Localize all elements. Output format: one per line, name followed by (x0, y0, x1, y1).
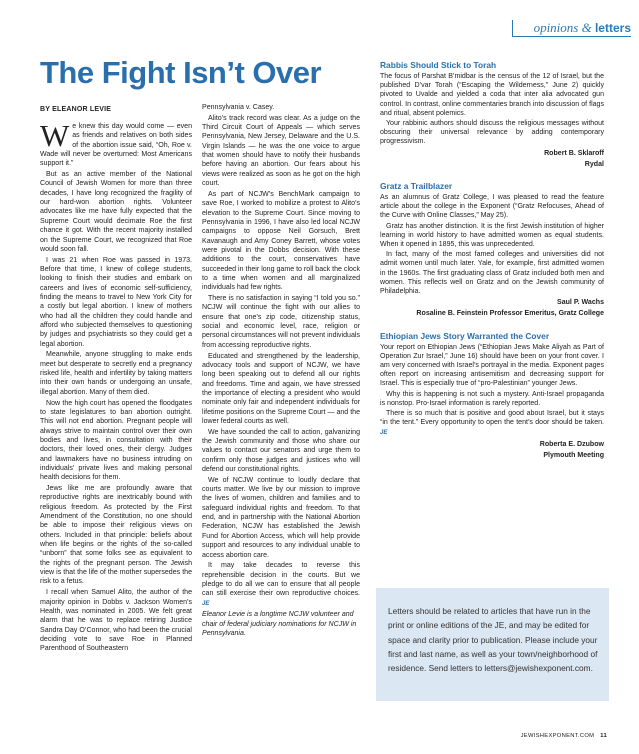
letters-policy-box (376, 588, 609, 701)
article-title: The Fight Isn’t Over (40, 55, 322, 90)
page-number: 11 (600, 733, 607, 739)
end-mark-icon: JE (202, 600, 210, 607)
header-rule (512, 36, 631, 37)
end-mark-icon: JE (380, 429, 388, 436)
article-paragraph: It may take decades to reverse this reprehensible decision in the courts. But we pledge to do all we can to ensure that all people can still exercise their own reproductive choices. JE (202, 562, 360, 607)
letter-location: Rosaline B. Feinstein Professor Emeritus, Gratz College (416, 310, 604, 318)
article-paragraph: Alito’s track record was clear. As a judge on the Third Circuit Court of Appeals — which serves Pennsylvania, New Jersey, Delaware and the U.S. Virgin Islands — he was the one voice to argue that women should have to notify their husbands before having an abortion. Our fears about his views were realized as soon as he got on the high court. (202, 114, 360, 188)
article-column-1 (40, 118, 192, 655)
section-label: opinions & (533, 20, 592, 35)
letter-item (380, 181, 604, 319)
article-paragraph: We knew this day would come — even as friends and relatives on both sides of the abortion issue said, “Oh, Roe v. Wade will never be overturned: Most Americans support it.” (40, 118, 192, 168)
letter-heading: Gratz a Trailblazer (380, 181, 453, 192)
article-paragraph: We have sounded the call to action, galvanizing the Jewish community and those who share our values to contact our senators and urge them to confirm only those judges and justices who will defend our constitutional rights. (202, 428, 360, 474)
article-paragraph: Jews like me are profoundly aware that reproductive rights are inextricably bound with religious freedom. As protected by the First Amendment of the Constitution, no one should be able to impose their religious views on others. Included in that principle: beliefs about when life begins or the rights of the so-called “unborn” that some folks see as equivalent to the rights of the pregnant person. The Jewish view is that the life of the mother supersedes the risk to a fetus. (40, 485, 192, 586)
letter-item (380, 331, 604, 460)
letters-policy-text: Letters should be related to articles that have run in the print or online editions of the JE, and may be edited for space and clarity prior to publication. Please include your first and last name, as well as your town/neighborhood of residence. Send letters to letters@jewishexponent.com. (388, 606, 598, 674)
article-paragraph: Pennsylvania v. Casey. (202, 104, 275, 111)
article-paragraph: I was 21 when Roe was passed in 1973. Before that time, I knew of college students, looking to finish their studies and embark on careers and lives of economic self-sufficiency, finding the means to travel to New York City for a costly but legal abortion. I knew of mothers who had all the children they could handle and afford who subjected themselves to questioning by judges and psychiatrists so they could get a legal abortion. (40, 256, 192, 348)
letters-column (380, 60, 604, 469)
article-byline: BY ELEANOR LEVIE (40, 106, 112, 113)
drop-cap: W (40, 118, 70, 153)
article-paragraph: I recall when Samuel Alito, the author of the majority opinion in Dobbs v. Jackson Women’s Health, was nominated in 2005. We felt great alarm that he was to replace retiring Justice Sandra Day O’Connor, who had been the crucial deciding vote to save Roe in Planned Parenthood of Southeastern (40, 589, 192, 653)
article-column-2 (202, 103, 360, 640)
article-paragraph: As part of NCJW’s BenchMark campaign to save Roe, I worked to mobilize a protest to Alito’s elevation to the Supreme Court. Since moving to Pennsylvania in 1996, I have also led local NCJW campaigns to oppose Neil Gorsuch, Brett Kavanaugh and Amy Coney Barrett, whose votes were pivotal in the Dobbs decision. With these additions to the court, conservatives have succeeded in their long game to roll back the clock to a time when women and all marginalized individuals had few rights. (202, 190, 360, 292)
letter-item (380, 60, 604, 169)
letter-paragraph: As an alumnus of Gratz College, I was pleased to read the feature article about the college in the Exponent (“Gratz Refocuses, Ahead of the Curve with Online Classes,” May 25). (380, 194, 604, 220)
header-divider-tick (512, 20, 513, 37)
article-paragraph: Educated and strengthened by the leadership, advocacy tools and support of NCJW, we have long been speaking out to defend all our rights and freedoms. Time and again, we have stressed the importance of electing a president who would nominate only fair and independent individuals for lifetime positions on the Supreme Court — and the lower federal courts as well. (202, 352, 360, 425)
letter-paragraph: Gratz has another distinction. It is the first Jewish institution of higher learning in world history to have admitted women as equal students. When it opened in 1895, this was unprecedented. (380, 222, 604, 249)
letter-paragraph: In fact, many of the most famed colleges and universities did not admit women until much later. Yale, for example, first admitted women in the 1960s. The first graduating class of Gratz included both men and women. This reflects well on Gratz and on the Jewish community of Philadelphia. (380, 251, 604, 296)
letter-location: Rydal (584, 160, 604, 168)
article-paragraph: But as an active member of the National Council of Jewish Women for more than three decades, I have long recognized the fragility of our hard-won abortion rights. Volunteer advocates like me have fully expected that the Supreme Court would decimate Roe the first chance it got. With the recent majority installed on the Supreme Court, we recognized that Roe would soon fall. (40, 171, 192, 253)
letter-heading: Ethiopian Jews Story Warranted the Cover (380, 330, 550, 341)
article-paragraph: There is no satisfaction in saying “I told you so.” NCJW will continue the fight with our allies to ensure that one’s zip code, citizenship status, social and economic level, race, religion or personal circumstances will not prevent individuals from accessing reproductive rights. (202, 295, 360, 349)
letter-signer: Saul P. Wachs (557, 299, 604, 307)
letter-paragraph: The focus of Parshat B’midbar is the census of the 12 of Israel, but the published D’var Torah (“Escaping the Wilderness,” June 2) quickly pivoted to Uvalde and yielded a coda that inter alia advocated gun control. In contrast, online commentaries branch into discussion of flags and ritual, absent polemics. (380, 73, 604, 117)
footer-site: JEWISHEXPONENT.COM (520, 733, 595, 739)
article-paragraph: Now the high court has opened the floodgates to state legislatures to ban abortion outright. This will not end abortion. Pregnant people will always strive to maintain control over their own bodies and lives, in consultation with their doctors, their loved ones, their clergy. Judges and lawmakers have no business intruding on individuals’ private lives and making personal health decisions for them. (40, 399, 192, 482)
page-footer (521, 733, 607, 739)
author-bio: Eleanor Levie is a longtime NCJW volunteer and chair of federal judiciary nominations for NCJW in Pennsylvania. (202, 611, 357, 638)
letter-paragraph: There is so much that is positive and good about Israel, but it stays “in the tent.” Every opportunity to open the tent’s door should be taken. JE (380, 410, 604, 436)
letter-paragraph: Your report on Ethiopian Jews (“Ethiopian Jews Make Aliyah as Part of Operation Zur Israel,” June 16) should have been on your front cover. I am very concerned with Israel’s portrayal in the media. Exponent pages often report on increasing antisemitism and decreasing support for Israel. This is especially true of “pro-Palestinian” younger Jews. (380, 343, 604, 388)
letter-heading: Rabbis Should Stick to Torah (380, 60, 497, 70)
letter-paragraph: Your rabbinic authors should discuss the religious messages without obscuring their universal relevance by adding contemporary progressivism. (380, 120, 604, 146)
letter-signer: Robert B. Sklaroff (544, 149, 604, 157)
article-paragraph: We of NCJW continue to loudly declare that courts matter. We live by our mission to improve the lives of women, children and families and to safeguard individual rights and freedom. To that end, and in partnership with the National Abortion Federation, NCJW has established the Jewish Fund for Abortion Access, which will help provide support and resources to any individual unable to access abortion care. (202, 476, 360, 559)
letter-paragraph: Why this is happening is not such a mystery. Anti-Israel propaganda is nonstop. Pro-Israel information is rarely reported. (380, 390, 604, 407)
section-header (534, 20, 631, 36)
letter-location: Plymouth Meeting (543, 451, 604, 459)
letter-signer: Roberta E. Dzubow (539, 440, 604, 448)
article-paragraph: Meanwhile, anyone struggling to make ends meet but desperate to secretly end a pregnancy risked life, health and infertility by taking matters into their own hands or undergoing an unsafe, illegal abortion. Many of them died. (40, 351, 192, 396)
section-label-bold: letters (594, 21, 631, 35)
